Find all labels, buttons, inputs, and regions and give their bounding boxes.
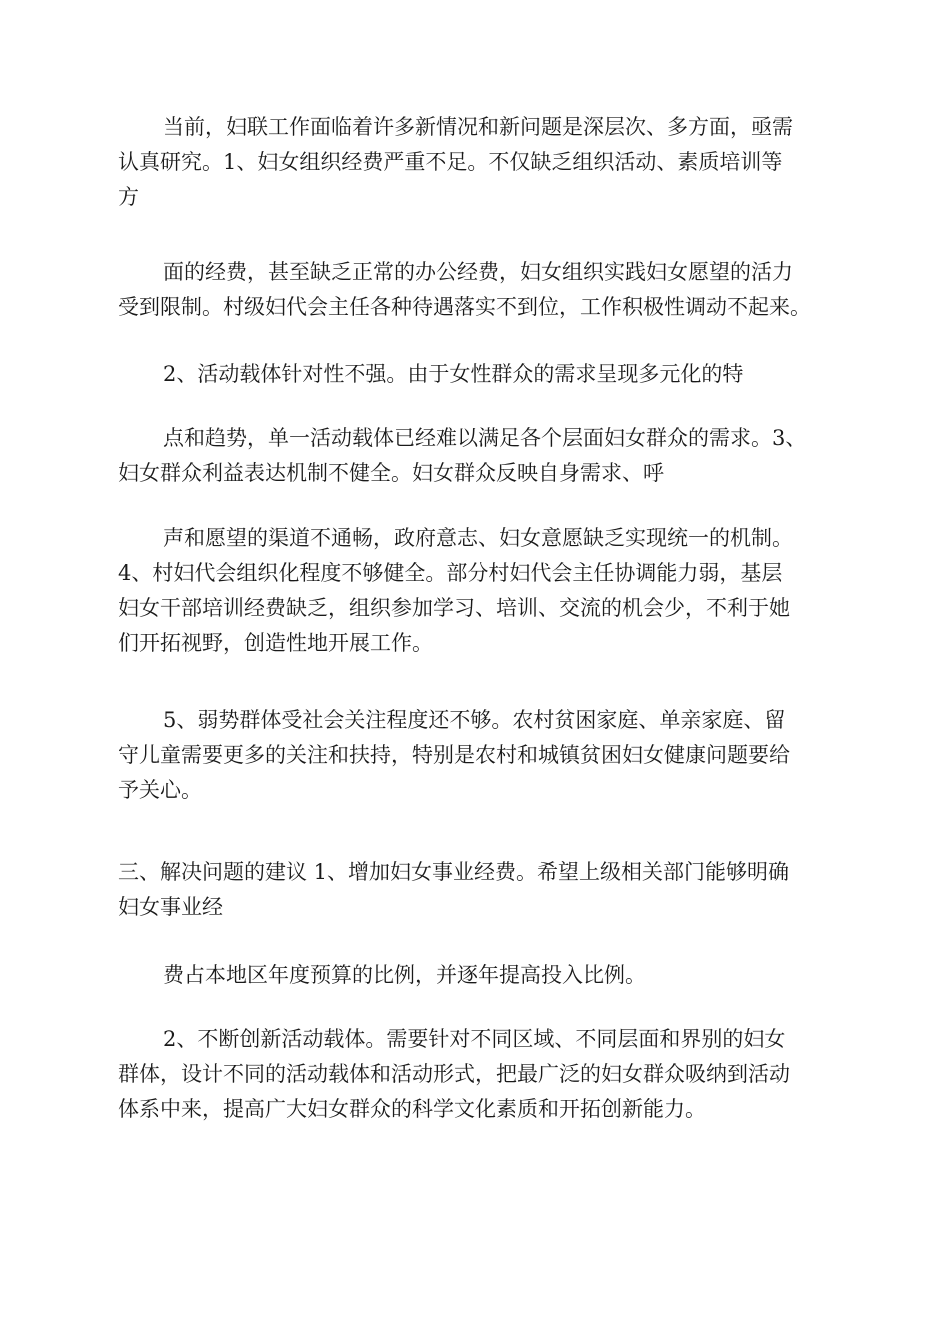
text-line: 妇女群众利益表达机制不健全。妇女群众反映自身需求、呼 <box>118 461 664 485</box>
paragraph-vulnerable-groups <box>118 703 838 808</box>
paragraph-funding-shortage <box>118 255 838 325</box>
text-line: 方 <box>118 185 139 209</box>
text-line: 受到限制。村级妇代会主任各种待遇落实不到位，工作积极性调动不起来。 <box>118 295 811 319</box>
paragraph-expression-channels <box>118 521 838 661</box>
paragraph-innovate-activities <box>118 1022 838 1127</box>
text-line: 们开拓视野，创造性地开展工作。 <box>118 631 433 655</box>
text-line: 点和趋势，单一活动载体已经难以满足各个层面妇女群众的需求。3、 <box>163 426 807 450</box>
text-line: 当前，妇联工作面临着许多新情况和新问题是深层次、多方面，亟需 <box>163 115 793 139</box>
text-line: 4、村妇代会组织化程度不够健全。部分村妇代会主任协调能力弱，基层 <box>118 561 783 585</box>
text-line: 认真研究。1、妇女组织经费严重不足。不仅缺乏组织活动、素质培训等 <box>118 150 783 174</box>
text-line: 体系中来，提高广大妇女群众的科学文化素质和开拓创新能力。 <box>118 1097 706 1121</box>
text-line: 5、弱势群体受社会关注程度还不够。农村贫困家庭、单亲家庭、留 <box>163 708 786 732</box>
text-line: 三、解决问题的建议 1、增加妇女事业经费。希望上级相关部门能够明确 <box>118 860 790 884</box>
text-line: 费占本地区年度预算的比例，并逐年提高投入比例。 <box>163 963 646 987</box>
text-line: 声和愿望的渠道不通畅，政府意志、妇女意愿缺乏实现统一的机制。 <box>163 526 793 550</box>
text-line: 予关心。 <box>118 778 202 802</box>
text-line: 2、活动载体针对性不强。由于女性群众的需求呈现多元化的特 <box>163 362 744 386</box>
text-line: 妇女事业经 <box>118 895 223 919</box>
paragraph-activity-carrier <box>118 357 838 392</box>
text-line: 面的经费，甚至缺乏正常的办公经费，妇女组织实践妇女愿望的活力 <box>163 260 793 284</box>
text-line: 妇女干部培训经费缺乏，组织参加学习、培训、交流的机会少，不利于她 <box>118 596 790 620</box>
text-line: 守儿童需要更多的关注和扶持，特别是农村和城镇贫困妇女健康问题要给 <box>118 743 790 767</box>
text-line: 群体，设计不同的活动载体和活动形式，把最广泛的妇女群众吸纳到活动 <box>118 1062 790 1086</box>
paragraph-diverse-needs <box>118 421 838 491</box>
paragraph-suggestions-heading <box>118 855 838 925</box>
paragraph-budget-ratio <box>118 958 838 993</box>
paragraph-current-situation <box>118 110 838 215</box>
text-line: 2、不断创新活动载体。需要针对不同区域、不同层面和界别的妇女 <box>163 1027 786 1051</box>
